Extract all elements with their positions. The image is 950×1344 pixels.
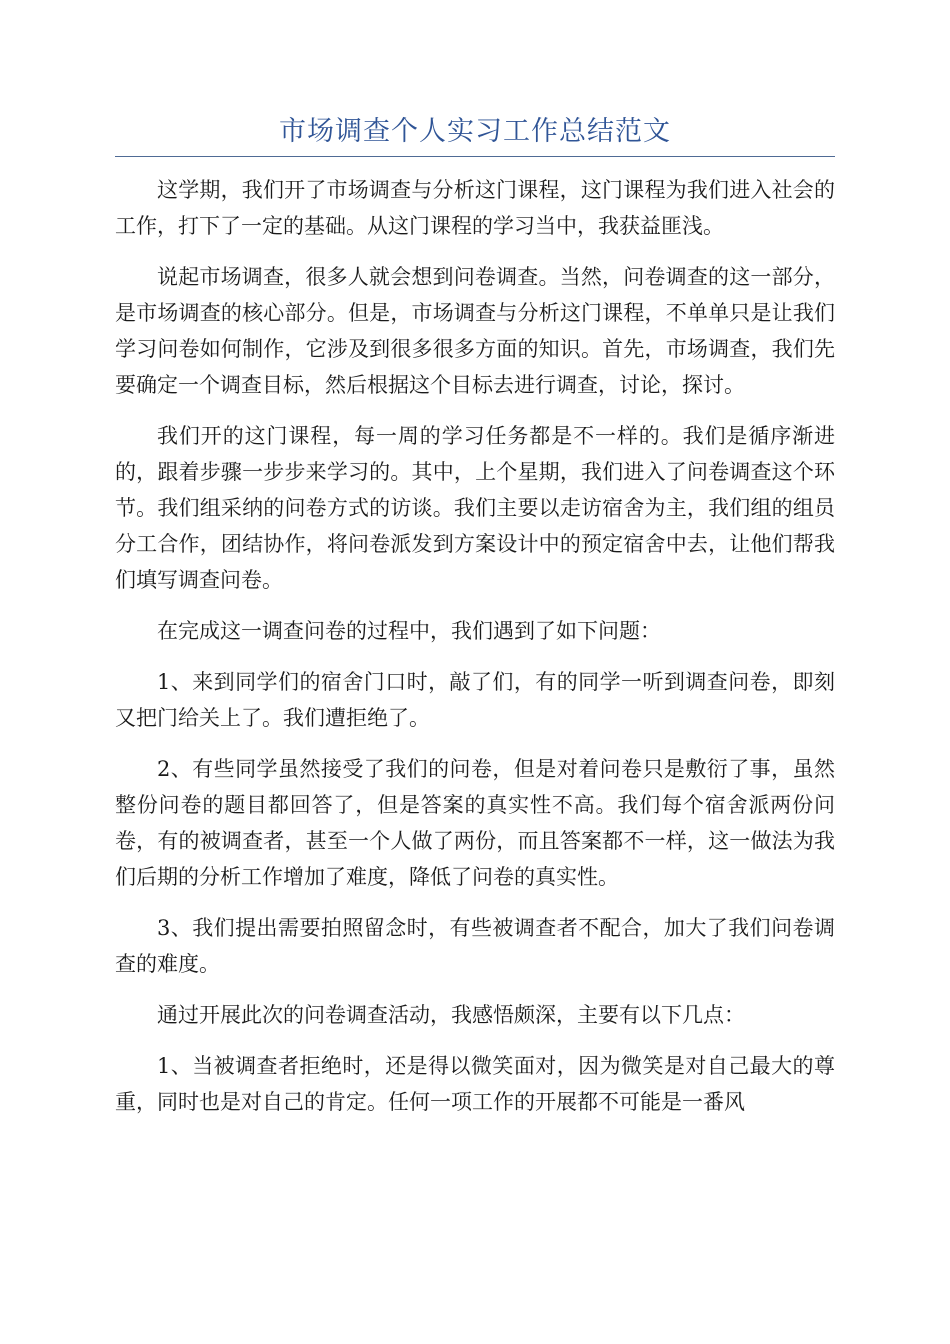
paragraph-intro: 这学期，我们开了市场调查与分析这门课程，这门课程为我们进入社会的工作，打下了一定的基础。从这门课程的学习当中，我获益匪浅。 [115,178,835,238]
paragraph-problem-1: 1、来到同学们的宿舍门口时，敲了们，有的同学一听到调查问卷，即刻又把门给关上了。我们遭拒绝了。 [115,670,835,730]
paragraph-problem-3: 3、我们提出需要拍照留念时，有些被调查者不配合，加大了我们问卷调查的难度。 [115,916,835,976]
paragraph-reflection-1: 1、当被调查者拒绝时，还是得以微笑面对，因为微笑是对自己最大的尊重，同时也是对自己的肯定。任何一项工作的开展都不可能是一番风 [115,1054,835,1114]
title-block [115,112,835,157]
paragraph-reflections-intro: 通过开展此次的问卷调查活动，我感悟颇深，主要有以下几点： [157,1003,745,1027]
document-title: 市场调查个人实习工作总结范文 [279,116,671,147]
paragraph-problems-intro: 在完成这一调查问卷的过程中，我们遇到了如下问题： [157,619,661,643]
paragraph-market-survey: 说起市场调查，很多人就会想到问卷调查。当然，问卷调查的这一部分，是市场调查的核心部分。但是，市场调查与分析这门课程，不单单只是让我们学习问卷如何制作，它涉及到很多很多方面的知识。首先，市场调查，我们先要确定一个调查目标，然后根据这个目标去进行调查，讨论，探讨。 [115,265,835,397]
document-body [115,172,835,1135]
paragraph-course-progress: 我们开的这门课程，每一周的学习任务都是不一样的。我们是循序渐进的，跟着步骤一步步来学习的。其中，上个星期，我们进入了问卷调查这个环节。我们组采纳的问卷方式的访谈。我们主要以走访宿舍为主，我们组的组员分工合作，团结协作，将问卷派发到方案设计中的预定宿舍中去，让他们帮我们填写调查问卷。 [115,424,835,592]
paragraph-problem-2: 2、有些同学虽然接受了我们的问卷，但是对着问卷只是敷衍了事，虽然整份问卷的题目都回答了，但是答案的真实性不高。我们每个宿舍派两份问卷，有的被调查者，甚至一个人做了两份，而且答案都不一样，这一做法为我们后期的分析工作增加了难度，降低了问卷的真实性。 [115,757,835,889]
